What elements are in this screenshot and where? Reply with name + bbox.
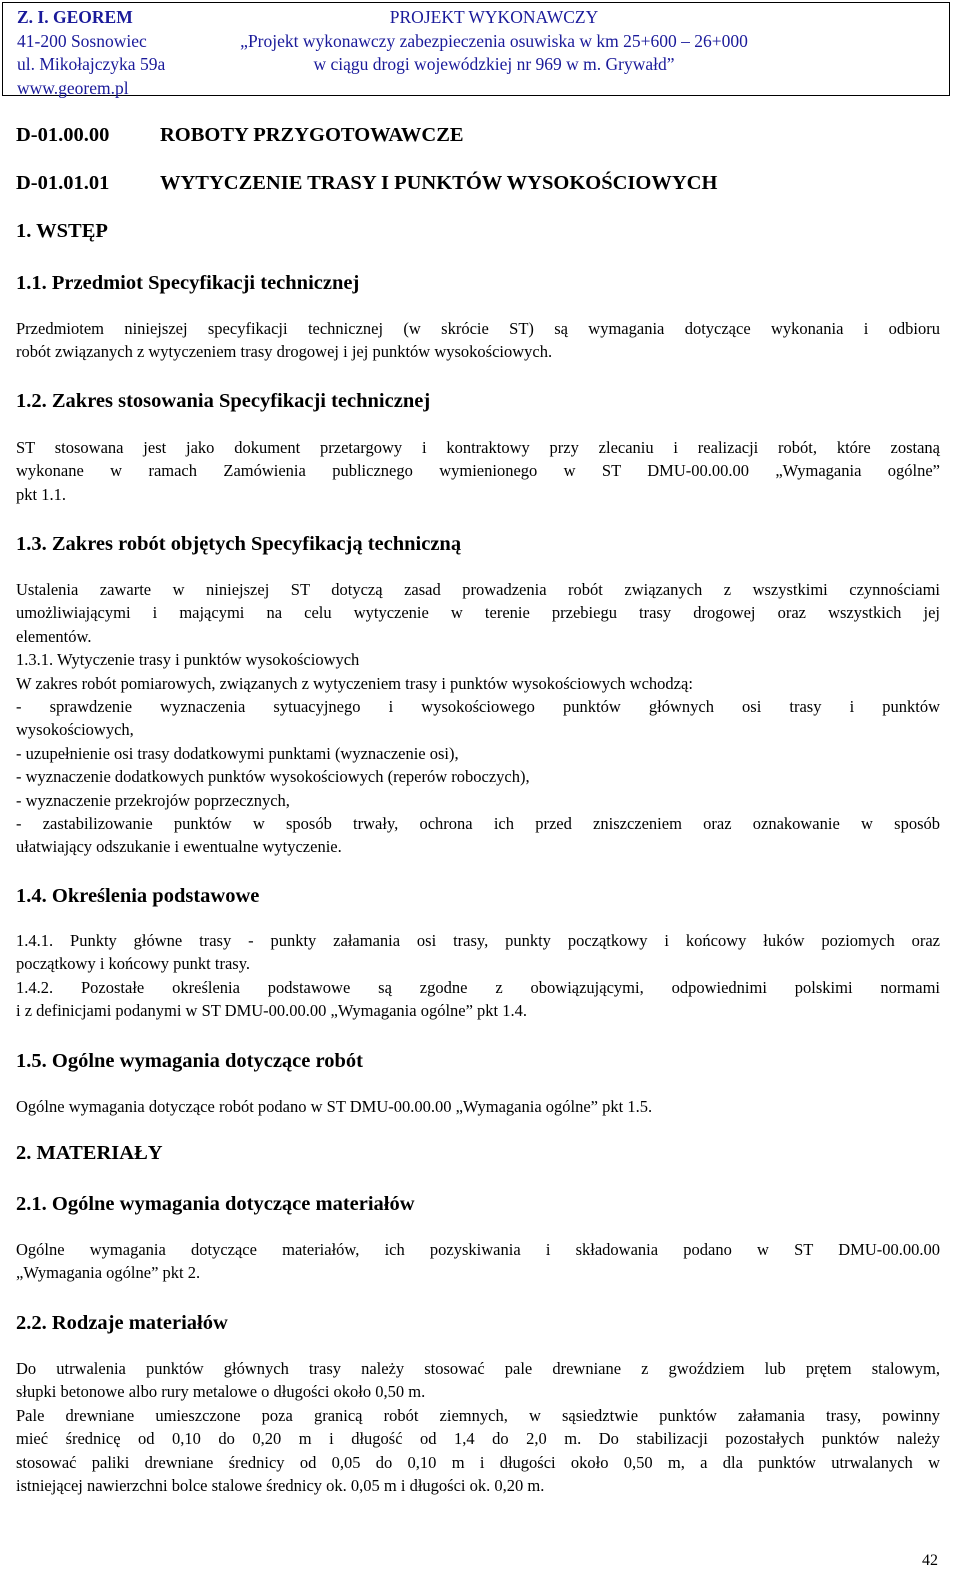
subsubsection-heading: 1.3.1. Wytyczenie trasy i punktów wysokościowych [16,650,360,670]
company-info [17,6,165,100]
text-line: ST stosowana jest jako dokument przetargowy i kontraktowy przy zlecaniu i realizacji robót, które zostaną [16,438,940,457]
subsection-1-1-heading: 1.1. Przedmiot Specyfikacji technicznej [16,272,360,294]
subsection-1-4-text [16,929,940,1023]
company-street: ul. Mikołajczyka 59a [17,54,166,74]
section-2-heading: 2. MATERIAŁY [16,1142,163,1164]
list-item: - uzupełnienie osi trasy dodatkowymi punktami (wyznaczenie osi), [16,743,459,763]
text-line: istniejącej nawierzchni bolce stalowe średnicy ok. 0,05 m i długości ok. 0,20 m. [16,1475,545,1495]
document-header [2,2,950,96]
code-row-1 [16,124,464,147]
text-line: i z definicjami podanymi w ST DMU-00.00.00 „Wymagania ogólne” pkt 1.4. [16,1001,528,1021]
subsection-1-3-text [16,578,940,859]
text-line: elementów. [16,626,92,646]
subsection-1-5-text [16,1095,940,1118]
list-item: - sprawdzenie wyznaczenia sytuacyjnego i wysokościowego punktów głównych osi trasy i punktów [16,696,940,716]
text-line: stosować paliki drewniane średnicy od 0,05 do 0,10 m i długości około 0,50 m, a dla punktów utrwalanych w [16,1452,940,1472]
project-info [179,6,809,77]
company-city: 41-200 Sosnowiec [17,30,147,51]
spec-title: WYTYCZENIE TRASY I PUNKTÓW WYSOKOŚCIOWYCH [160,172,718,194]
text-line: Ogólne wymagania dotyczące robót podano w ST DMU-00.00.00 „Wymagania ogólne” pkt 1.5. [16,1097,653,1116]
text-line: 1.4.2. Pozostałe określenia podstawowe są zgodne z obowiązującymi, odpowiednimi polskimi normami [16,977,940,997]
text-line: mieć średnicę od 0,10 do 0,20 m i długość od 1,4 do 2,0 m. Do stabilizacji pozostałych punktów należy [16,1429,940,1449]
code-row-2 [16,172,718,195]
list-item: - wyznaczenie dodatkowych punktów wysokościowych (reperów roboczych), [16,767,530,787]
subsection-2-2-heading: 2.2. Rodzaje materiałów [16,1312,228,1334]
text-line: „Wymagania ogólne” pkt 2. [16,1263,201,1283]
subsection-1-3-heading: 1.3. Zakres robót objętych Specyfikacją techniczną [16,533,462,555]
subsection-2-1-text [16,1238,940,1285]
text-line: Pale drewniane umieszczone poza granicą robót ziemnych, w sąsiedztwie punktów załamania trasy, powinny [16,1405,940,1425]
list-item-continuation: ułatwiający odszukanie i ewentualne wytyczenie. [16,837,342,857]
project-type: PROJEKT WYKONAWCZY [389,7,599,27]
list-item: - wyznaczenie przekrojów poprzecznych, [16,790,290,810]
page-number: 42 [922,1552,938,1569]
list-item: - zastabilizowanie punktów w sposób trwały, ochrona ich przed zniszczeniem oraz oznakowanie w sposób [16,813,940,833]
subsection-1-1-text [16,317,940,364]
subsection-1-4-heading: 1.4. Określenia podstawowe [16,885,260,907]
text-line: umożliwiającymi i mającymi na celu wytyczenie w terenie przebiegu trasy drogowej oraz wszystkich jej [16,603,940,623]
text-line: Przedmiotem niniejszej specyfikacji technicznej (w skrócie ST) są wymagania dotyczące wykonania i odbioru [16,319,940,338]
text-line: wykonane w ramach Zamówienia publicznego wymienionego w ST DMU-00.00.00 „Wymagania ogólne” [16,461,940,481]
text-line: W zakres robót pomiarowych, związanych z wytyczeniem trasy i punktów wysokościowych wchodzą: [16,673,693,693]
subsection-1-2-heading: 1.2. Zakres stosowania Specyfikacji technicznej [16,390,431,412]
spec-title: ROBOTY PRZYGOTOWAWCZE [160,124,464,146]
text-line: Ogólne wymagania dotyczące materiałów, ich pozyskiwania i składowania podano w ST DMU-00.00.00 [16,1240,940,1259]
text-line: Ustalenia zawarte w niniejszej ST dotyczą zasad prowadzenia robót związanych z wszystkimi czynnościami [16,580,940,599]
text-line: początkowy i końcowy punkt trasy. [16,954,251,974]
project-title-line1: „Projekt wykonawczy zabezpieczenia osuwiska w km 25+600 – 26+000 [240,30,748,51]
company-website: www.georem.pl [17,77,129,98]
subsection-2-1-heading: 2.1. Ogólne wymagania dotyczące materiałów [16,1193,415,1215]
text-line: Do utrwalenia punktów głównych trasy należy stosować pale drewniane z gwoździem lub prętem stalowym, [16,1359,940,1378]
text-line: słupki betonowe albo rury metalowe o długości około 0,50 m. [16,1382,426,1402]
text-line: pkt 1.1. [16,484,66,504]
section-1-heading: 1. WSTĘP [16,220,108,242]
spec-code: D-01.01.01 [16,172,110,194]
list-item-continuation: wysokościowych, [16,720,134,740]
subsection-1-2-text [16,436,940,506]
spec-code: D-01.00.00 [16,124,110,146]
project-title-line2: w ciągu drogi wojewódzkiej nr 969 w m. Grywałd” [313,54,675,74]
subsection-2-2-text [16,1357,940,1497]
subsection-1-5-heading: 1.5. Ogólne wymagania dotyczące robót [16,1050,363,1072]
text-line: 1.4.1. Punkty główne trasy - punkty załamania osi trasy, punkty początkowy i końcowy łuków poziomych oraz [16,931,940,950]
company-name: Z. I. GEOREM [17,7,133,27]
text-line: robót związanych z wytyczeniem trasy drogowej i jej punktów wysokościowych. [16,342,553,362]
